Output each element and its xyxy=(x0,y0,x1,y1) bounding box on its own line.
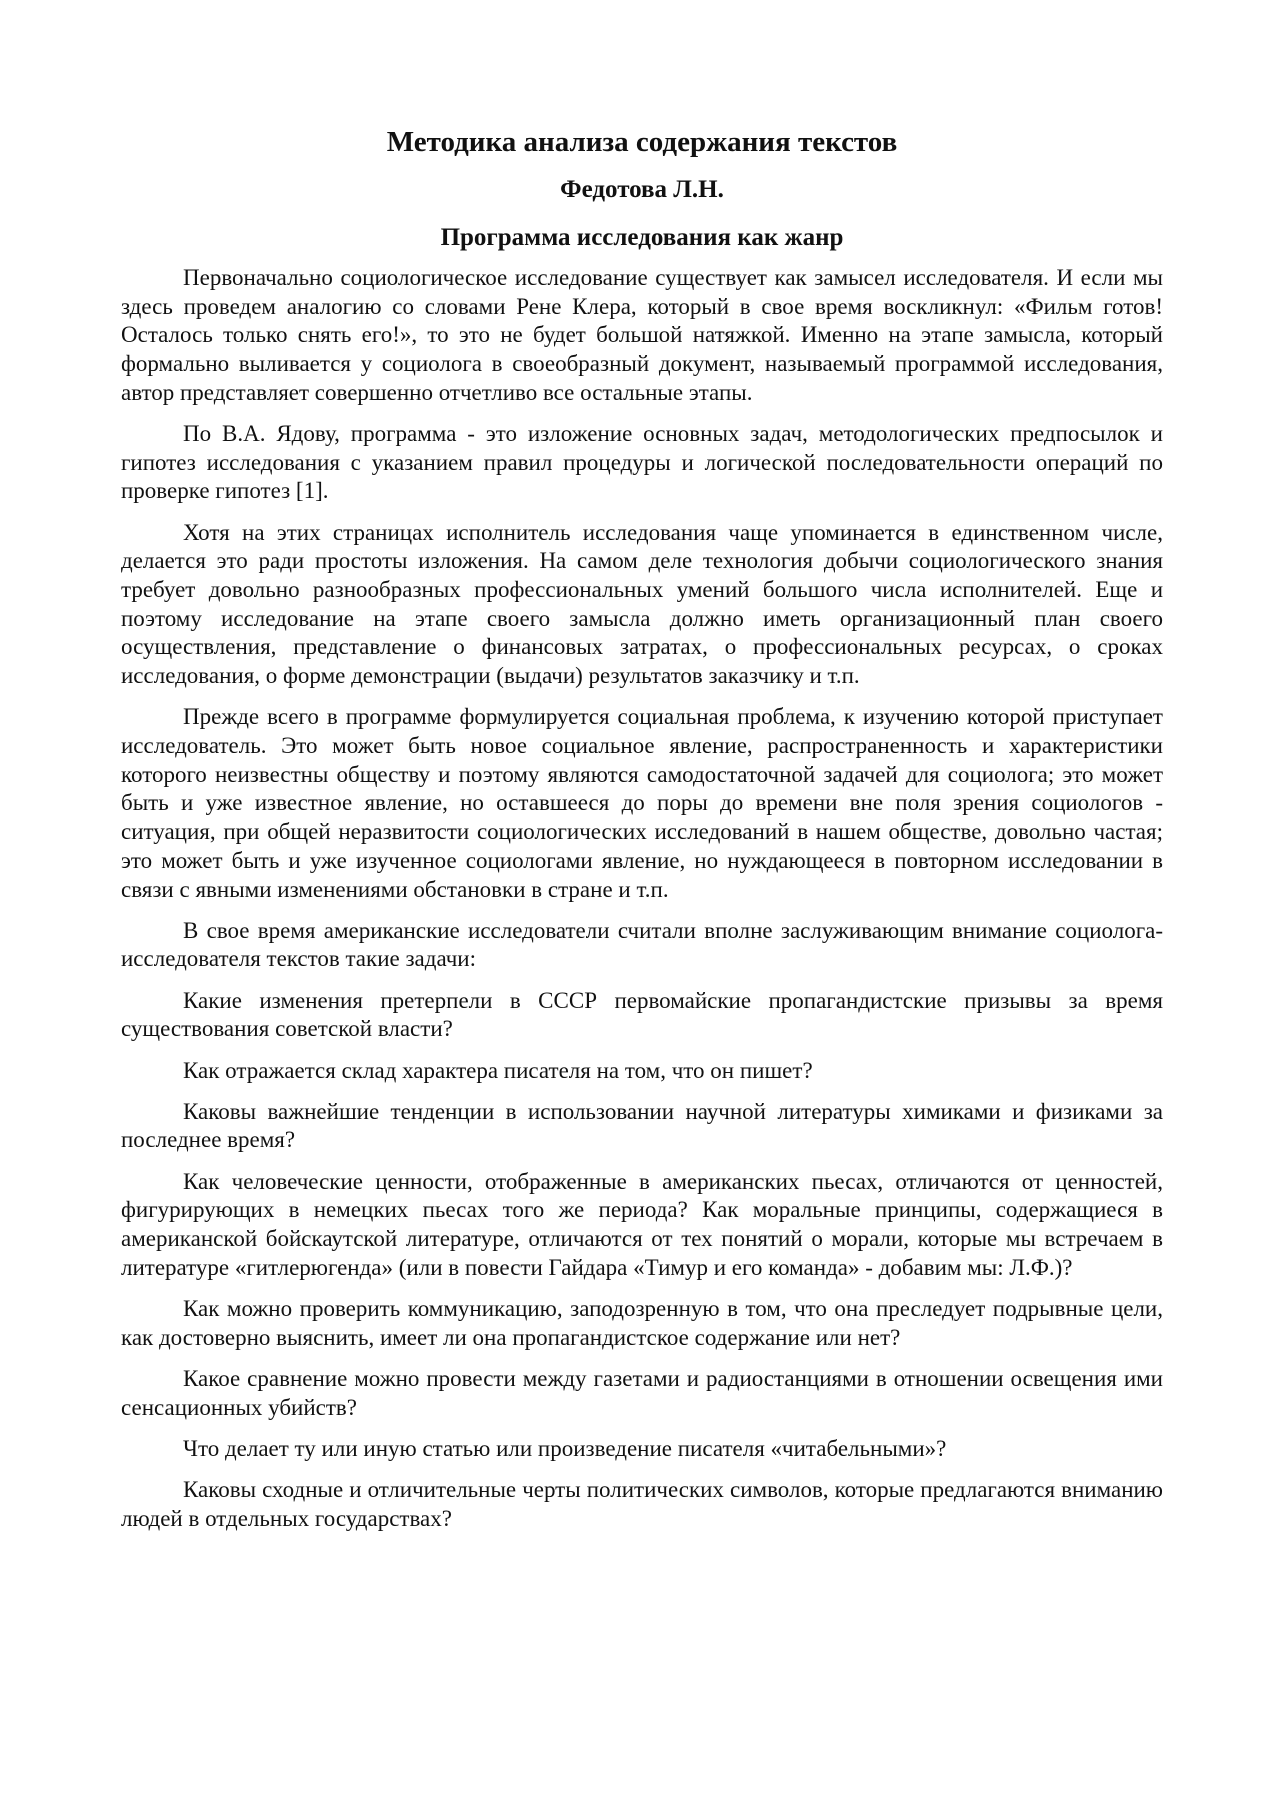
question-paragraph: Как человеческие ценности, отображенные в американских пьесах, отличаются от ценностей, фигурирующих в немецких пьесах того же периода? Как моральные принципы, содержащиеся в американской бойскаутской литературе, отличаются от тех понятий о морали, которые мы встречаем в литературе «гитлерюгенда» (или в повести Гайдара «Тимур и его команда» - добавим мы: Л.Ф.)? xyxy=(121,1168,1163,1280)
question-paragraph: Каковы сходные и отличительные черты политических символов, которые предлагаются вниманию людей в отдельных государствах? xyxy=(121,1477,1163,1531)
question-paragraph: Какие изменения претерпели в СССР первомайские пропагандистские призывы за время существования советской власти? xyxy=(121,987,1163,1042)
question-paragraph: Какое сравнение можно провести между газетами и радиостанциями в отношении освещения ими сенсационных убийств? xyxy=(121,1365,1163,1420)
document-page xyxy=(121,118,1163,1546)
paragraph: Хотя на этих страницах исполнитель исследования чаще упоминается в единственном числе, делается это ради простоты изложения. На самом деле технология добычи социологического знания требует довольно разнообразных профессиональных умений большого числа исполнителей. Еще и поэтому исследование на этапе своего замысла должно иметь организационный план своего осуществления, представление о финансовых затратах, о профессиональных ресурсах, о сроках исследования, о форме демонстрации (выдачи) результатов заказчику и т.п. xyxy=(121,519,1163,689)
question-paragraph: Что делает ту или иную статью или произведение писателя «читабельными»? xyxy=(183,1435,947,1461)
paragraph: В свое время американские исследователи считали вполне заслуживающим внимание социолога-исследователя текстов такие задачи: xyxy=(121,917,1163,972)
question-paragraph: Как можно проверить коммуникацию, заподозренную в том, что она преследует подрывные цели, как достоверно выяснить, имеет ли она пропагандистское содержание или нет? xyxy=(121,1296,1163,1350)
question-paragraph: Каковы важнейшие тенденции в использовании научной литературы химиками и физиками за последнее время? xyxy=(121,1098,1163,1153)
section-title: Программа исследования как жанр xyxy=(440,224,844,251)
document-title: Методика анализа содержания текстов xyxy=(386,126,898,158)
paragraph: По В.А. Ядову, программа - это изложение основных задач, методологических предпосылок и гипотез исследования с указанием правил процедуры и логической последовательности операций по проверке гипотез [1]. xyxy=(121,421,1163,504)
document-author: Федотова Л.Н. xyxy=(560,176,724,203)
paragraph: Прежде всего в программе формулируется социальная проблема, к изучению которой приступает исследователь. Это может быть новое социальное явление, распространенность и характеристики которого неизвестны обществу и поэтому являются самодостаточной задачей для социолога; это может быть и уже известное явление, но оставшееся до поры до времени вне поля зрения социологов - ситуация, при общей неразвитости социологических исследований в нашем обществе, довольно частая; это может быть и уже изученное социологами явление, но нуждающееся в повторном исследовании в связи с явными изменениями обстановки в стране и т.п. xyxy=(121,704,1163,902)
paragraph: Первоначально социологическое исследование существует как замысел исследователя. И если мы здесь проведем аналогию со словами Рене Клера, который в свое время воскликнул: «Фильм готов! Осталось только снять его!», то это не будет большой натяжкой. Именно на этапе замысла, который формально выливается у социолога в своеобразный документ, называемый программой исследования, автор представляет совершенно отчетливо все остальные этапы. xyxy=(121,265,1163,405)
question-paragraph: Как отражается склад характера писателя на том, что он пишет? xyxy=(183,1057,813,1083)
